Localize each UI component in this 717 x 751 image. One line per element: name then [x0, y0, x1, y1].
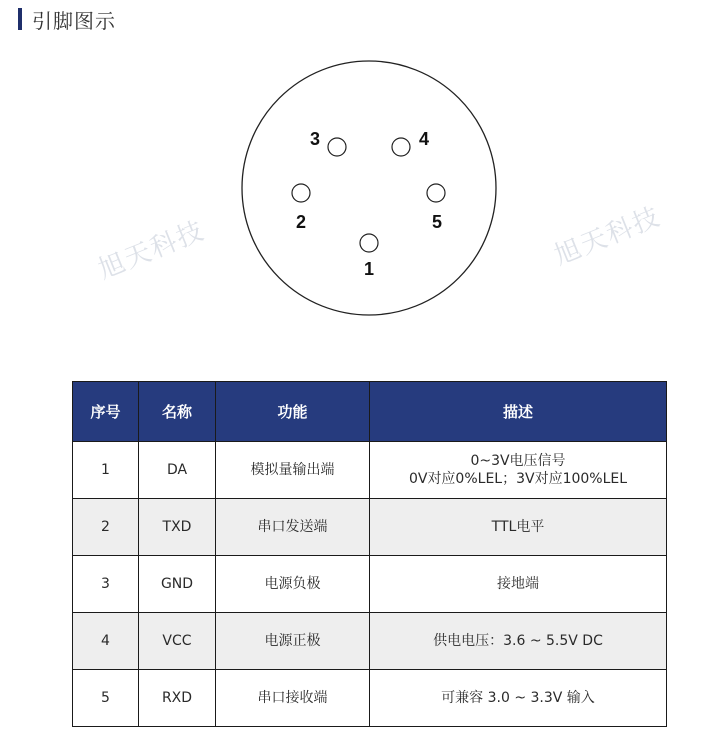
- pin-1-hole: [360, 234, 378, 252]
- pin-2-label: 2: [295, 212, 307, 232]
- pin-2-hole: [292, 184, 310, 202]
- table-row: [73, 613, 667, 670]
- cell-function: 电源负极: [216, 556, 370, 613]
- table-row: [73, 670, 667, 727]
- pin-3-hole: [328, 138, 346, 156]
- header-name: 名称: [139, 382, 216, 442]
- cell-description: 接地端: [370, 556, 667, 613]
- connector-pin-diagram: [0, 0, 717, 360]
- cell-description: TTL电平: [370, 499, 667, 556]
- watermark-left: 旭天科技: [94, 215, 210, 286]
- cell-function: 模拟量输出端: [216, 442, 370, 499]
- cell-name: TXD: [139, 499, 216, 556]
- cell-description: [370, 442, 667, 499]
- header-index: 序号: [73, 382, 139, 442]
- pin-5-hole: [427, 184, 445, 202]
- header-function: 功能: [216, 382, 370, 442]
- cell-index: 5: [73, 670, 139, 727]
- section-title: 引脚图示: [32, 8, 116, 33]
- pin-definition-table: [72, 381, 667, 727]
- table-header-row: [73, 382, 667, 442]
- cell-name: GND: [139, 556, 216, 613]
- table-row: [73, 556, 667, 613]
- description-line: 0V对应0%LEL；3V对应100%LEL: [408, 471, 628, 487]
- table-row: [73, 442, 667, 499]
- cell-description: 供电电压：3.6 ~ 5.5V DC: [370, 613, 667, 670]
- cell-index: 3: [73, 556, 139, 613]
- table-row: [73, 499, 667, 556]
- cell-name: VCC: [139, 613, 216, 670]
- pin-5-label: 5: [431, 212, 443, 232]
- description-line: 0~3V电压信号: [470, 453, 566, 469]
- header-description: 描述: [370, 382, 667, 442]
- cell-function: 电源正极: [216, 613, 370, 670]
- pin-4-label: 4: [418, 129, 430, 149]
- cell-index: 2: [73, 499, 139, 556]
- cell-name: RXD: [139, 670, 216, 727]
- watermark-right: 旭天科技: [550, 201, 666, 272]
- pin-3-label: 3: [309, 129, 321, 149]
- cell-function: 串口接收端: [216, 670, 370, 727]
- cell-description: 可兼容 3.0 ~ 3.3V 输入: [370, 670, 667, 727]
- pin-1-label: 1: [363, 259, 375, 279]
- cell-index: 1: [73, 442, 139, 499]
- pin-4-hole: [392, 138, 410, 156]
- cell-function: 串口发送端: [216, 499, 370, 556]
- cell-index: 4: [73, 613, 139, 670]
- cell-name: DA: [139, 442, 216, 499]
